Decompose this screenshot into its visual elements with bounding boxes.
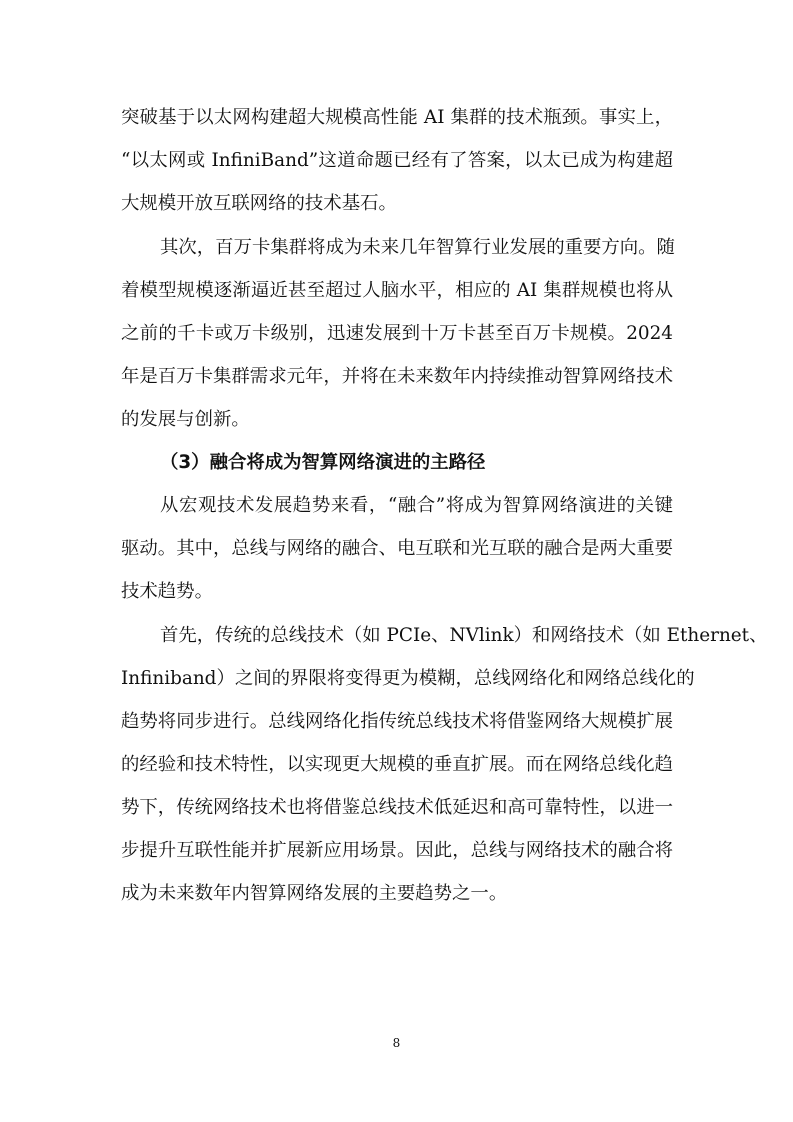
paragraph-2-line-5: 的发展与创新。 [121, 409, 250, 430]
paragraph-2-line-3: 之前的千卡或万卡级别，迅速发展到十万卡甚至百万卡规模。2024 [121, 323, 673, 344]
paragraph-4-line-6: 步提升互联性能并扩展新应用场景。因此，总线与网络技术的融合将 [121, 840, 673, 861]
paragraph-1-line-2: “以太网或 InfiniBand”这道命题已经有了答案，以太已成为构建超 [121, 150, 673, 171]
paragraph-4-line-2: Infiniband）之间的界限将变得更为模糊，总线网络化和网络总线化的 [121, 668, 695, 689]
paragraph-2-line-4: 年是百万卡集群需求元年，并将在未来数年内持续推动智算网络技术 [121, 366, 673, 387]
paragraph-3-line-1: 从宏观技术发展趋势来看，“融合”将成为智算网络演进的关键 [160, 495, 673, 516]
paragraph-1-line-3: 大规模开放互联网络的技术基石。 [121, 193, 397, 214]
paragraph-4-line-5: 势下，传统网络技术也将借鉴总线技术低延迟和高可靠特性，以进一 [121, 797, 673, 818]
paragraph-1-line-1: 突破基于以太网构建超大规模高性能 AI 集群的技术瓶颈。事实上， [121, 107, 673, 128]
paragraph-4-line-3: 趋势将同步进行。总线网络化指传统总线技术将借鉴网络大规模扩展 [121, 711, 673, 732]
paragraph-2-line-2: 着模型规模逐渐逼近甚至超过人脑水平，相应的 AI 集群规模也将从 [121, 280, 673, 301]
page-number: 8 [392, 1036, 401, 1050]
paragraph-4-line-1: 首先，传统的总线技术（如 PCIe、NVlink）和网络技术（如 Ethernet、 [160, 625, 768, 646]
paragraph-3-line-3: 技术趋势。 [121, 581, 213, 602]
paragraph-4-line-4: 的经验和技术特性，以实现更大规模的垂直扩展。而在网络总线化趋 [121, 754, 673, 775]
paragraph-3-line-2: 驱动。其中，总线与网络的融合、电互联和光互联的融合是两大重要 [121, 538, 673, 559]
section-heading: （3）融合将成为智算网络演进的主路径 [160, 452, 486, 473]
paragraph-2-line-1: 其次，百万卡集群将成为未来几年智算行业发展的重要方向。随 [160, 237, 675, 258]
paragraph-4-line-7: 成为未来数年内智算网络发展的主要趋势之一。 [121, 883, 508, 904]
